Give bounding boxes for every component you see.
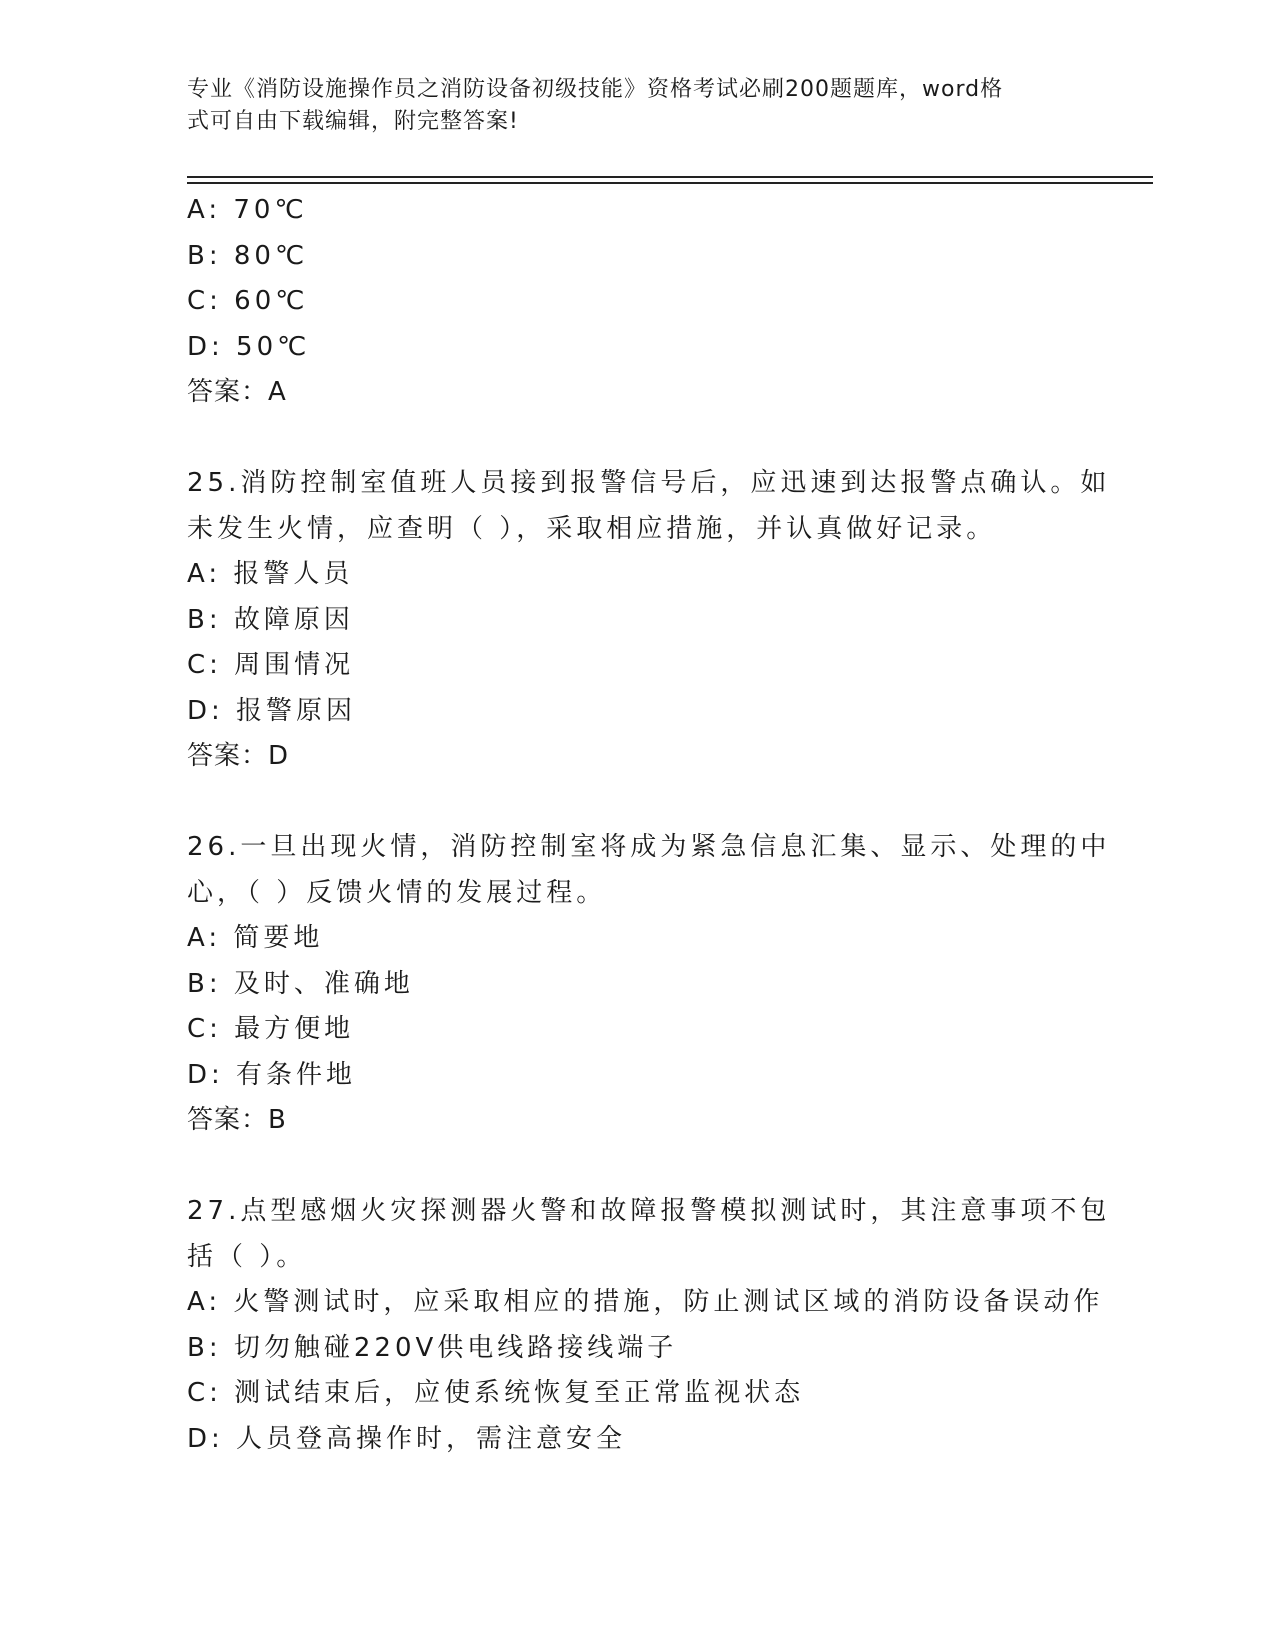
option-c: C: 周围情况 xyxy=(187,650,355,680)
question-26 xyxy=(187,825,1111,1144)
header-rule-bottom xyxy=(187,182,1153,184)
header-line-2: 式可自由下载编辑，附完整答案! xyxy=(187,109,519,134)
spacer xyxy=(187,416,1067,462)
question-stem-line-2: 心，（ ）反馈火情的发展过程。 xyxy=(187,877,607,908)
question-25 xyxy=(187,461,1111,780)
question-stem-line-1: 27.点型感烟火灾探测器火警和故障报警模拟测试时，其注意事项不包 xyxy=(187,1196,1111,1226)
question-stem-line-1: 25.消防控制室值班人员接到报警信号后，应迅速到达报警点确认。如 xyxy=(187,468,1111,498)
option-c: C: 60℃ xyxy=(187,286,309,316)
answer-line: 答案：D xyxy=(187,741,290,771)
option-b: B: 切勿触碰220V供电线路接线端子 xyxy=(187,1332,678,1363)
question-stem-line-2: 括（ ）。 xyxy=(187,1241,307,1272)
question-list xyxy=(187,188,1111,1462)
option-c: C: 最方便地 xyxy=(187,1014,355,1044)
question-stem-line-1: 26.一旦出现火情，消防控制室将成为紧急信息汇集、显示、处理的中 xyxy=(187,832,1111,862)
option-d: D: 50℃ xyxy=(187,331,311,362)
question-27 xyxy=(187,1189,1111,1462)
option-b: B: 80℃ xyxy=(187,240,309,271)
header-line-1: 专业《消防设施操作员之消防设备初级技能》资格考试必刷200题题库，word格 xyxy=(187,77,1004,102)
question-stem-line-2: 未发生火情，应查明（ ），采取相应措施，并认真做好记录。 xyxy=(187,513,997,544)
option-b: B: 故障原因 xyxy=(187,604,354,635)
option-a: A: 报警人员 xyxy=(187,559,354,589)
option-c: C: 测试结束后，应使系统恢复至正常监视状态 xyxy=(187,1378,805,1408)
option-d: D: 有条件地 xyxy=(187,1059,357,1090)
option-d: D: 人员登高操作时，需注意安全 xyxy=(187,1423,627,1454)
question-24 xyxy=(187,188,1067,416)
option-a: A: 简要地 xyxy=(187,923,324,953)
answer-line: 答案：B xyxy=(187,1105,287,1135)
option-b: B: 及时、准确地 xyxy=(187,968,414,999)
option-d: D: 报警原因 xyxy=(187,695,357,726)
document-header xyxy=(187,74,1067,138)
spacer xyxy=(187,1144,1067,1190)
option-a: A: 70℃ xyxy=(187,195,308,225)
header-rule-top xyxy=(187,176,1153,178)
answer-line: 答案：A xyxy=(187,377,287,407)
spacer xyxy=(187,780,1067,826)
option-a: A: 火警测试时，应采取相应的措施，防止测试区域的消防设备误动作 xyxy=(187,1287,1104,1317)
